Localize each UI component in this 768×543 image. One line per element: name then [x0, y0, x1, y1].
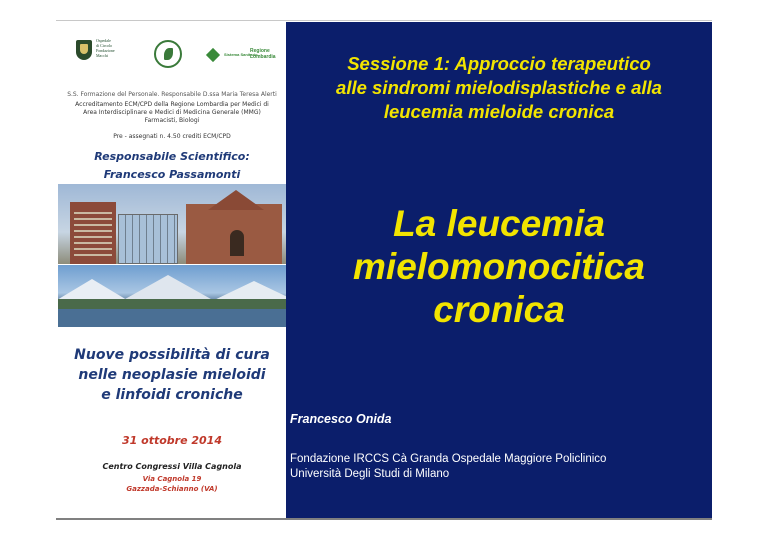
main-title-line-2: mielomonocitica [353, 246, 645, 287]
venue-address [58, 474, 286, 494]
event-title-line-1: Nuove possibilità di cura [74, 347, 270, 363]
region-logo-text-3: Lombardia [250, 54, 276, 60]
right-panel [286, 22, 712, 518]
diamond-icon [206, 48, 220, 62]
event-title-line-3: e linfoidi croniche [101, 387, 243, 403]
hospital-logo-text-2: di Circolo [96, 43, 113, 48]
region-logo-text-2: Regione [250, 48, 270, 54]
session-title-line-1: Sessione 1: Approccio terapeutico [347, 53, 651, 74]
main-title-line-3: cronica [433, 289, 565, 330]
venue-address-line-2: Gazzada-Schianno (VA) [126, 485, 218, 493]
circular-leaf-logo-icon [154, 40, 182, 68]
session-title-line-2: alle sindromi mielodisplastiche e alla [336, 77, 662, 98]
event-date: 31 ottobre 2014 [122, 434, 222, 447]
hospital-logo-text-1: Ospedale [96, 38, 111, 43]
venue-name: Centro Congressi Villa Cagnola [102, 462, 242, 471]
affiliation-line-2: Università Degli Studi di Milano [290, 468, 450, 480]
accreditation-line-3: Farmacisti, Biologi [144, 117, 200, 124]
hospital-logo [76, 36, 132, 78]
main-title-line-1: La leucemia [393, 203, 605, 244]
affiliation-line-1: Fondazione IRCCS Cà Granda Ospedale Maggiore Policlinico [290, 453, 607, 465]
logo-row [58, 30, 286, 82]
region-logo-text-1: Sistema Sanitario [224, 52, 258, 57]
event-title [58, 345, 286, 405]
left-panel [58, 22, 286, 518]
accreditation-line-2: Area Interdisciplinare e Medici di Medicina Generale (MMG) [83, 109, 261, 116]
main-title [286, 202, 712, 331]
event-title-line-2: nelle neoplasie mieloidi [78, 367, 266, 383]
speaker-name: Francesco Onida [290, 412, 392, 426]
crest-icon [76, 40, 92, 60]
accreditation-line-1: Accreditamento ECM/CPD della Regione Lombardia per Medici di [75, 101, 269, 108]
venue-address-line-1: Via Cagnola 19 [142, 475, 202, 483]
session-title [286, 52, 712, 124]
credits-line: Pre - assegnati n. 4.50 crediti ECM/CPD [113, 133, 231, 140]
responsabile-title: Responsabile Scientifico: [94, 150, 250, 163]
course-line: S.S. Formazione del Personale. Responsabile D.ssa Maria Teresa Alerti [67, 91, 277, 98]
hospital-logo-text-3: Fondazione [96, 48, 115, 53]
hospital-logo-text-4: Macchi [96, 53, 108, 58]
session-title-line-3: leucemia mieloide cronica [383, 101, 615, 122]
responsabile-name: Francesco Passamonti [103, 168, 241, 181]
lake-mountains-photo [58, 265, 286, 327]
building-photo [58, 184, 286, 264]
affiliation [290, 452, 606, 482]
region-lombardia-logo [208, 48, 278, 64]
accreditation-text [58, 101, 286, 125]
